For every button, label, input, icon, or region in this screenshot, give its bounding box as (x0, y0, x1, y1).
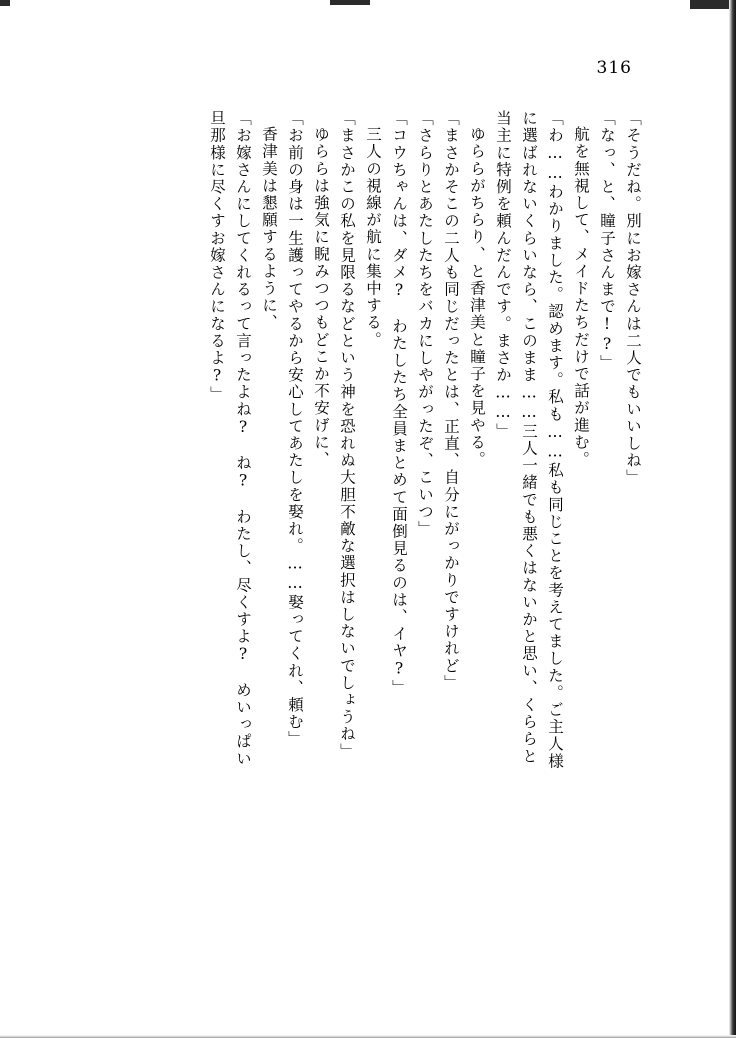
text-line: 「まさかこの私を見限るなどという神を恐れぬ大胆不敵な選択はしないでしょうね」 (338, 110, 356, 760)
page-number: 316 (596, 58, 632, 78)
text-line: 「そうだね。別にお嫁さんは二人でもいいしね」 (624, 110, 642, 487)
text-line: 旦那様に尽くすお嫁さんになるよ?」 (208, 110, 226, 404)
text-line: 香津美は懇願するように、 (260, 126, 278, 332)
text-line: ゆららは強気に睨みつつもどこか不安げに、 (312, 126, 330, 468)
text-line: 当主に特例を頼んだんです。まさか……」 (494, 110, 512, 440)
text-line: 「さらりとあたしたちをバカにしやがったぞ、こいつ」 (416, 110, 434, 538)
scan-edge-mark-top-left (0, 0, 10, 6)
text-line: 航を無視して、メイドたちだけで話が進む。 (572, 126, 590, 468)
text-line: 「お前の身は一生護ってやるから安心してあたしを娶れ。……娶ってくれ、頼む」 (286, 110, 304, 748)
text-line: ゆららがちらり、と香津美と瞳子を見やる。 (468, 126, 486, 468)
text-line: 「わ……わかりました。認めます。私も……私も同じことを考えてました。ご主人様 (546, 110, 564, 770)
text-line: 三人の視線が航に集中する。 (364, 126, 382, 349)
scan-edge-gutter-right (729, 0, 736, 1038)
text-line: 「なっ、と、瞳子さんまで!?」 (598, 110, 616, 372)
text-line: 「お嫁さんにしてくれるって言ったよね? ね? わたし、尽くすよ? めいっぱい (234, 110, 252, 768)
vertical-text-block (96, 110, 640, 970)
text-line: 「コウちゃんは、ダメ? わたしたち全員まとめて面倒見るのは、イヤ?」 (390, 110, 408, 697)
scan-edge-mark-top-center (330, 0, 370, 5)
text-line: 「まさかそこの二人も同じだったとは、正直、自分にがっかりですけれど」 (442, 110, 460, 692)
text-line: に選ばれないくらいなら、このまま……三人一緒でも悪くはないかと思い、くららと (520, 110, 538, 765)
